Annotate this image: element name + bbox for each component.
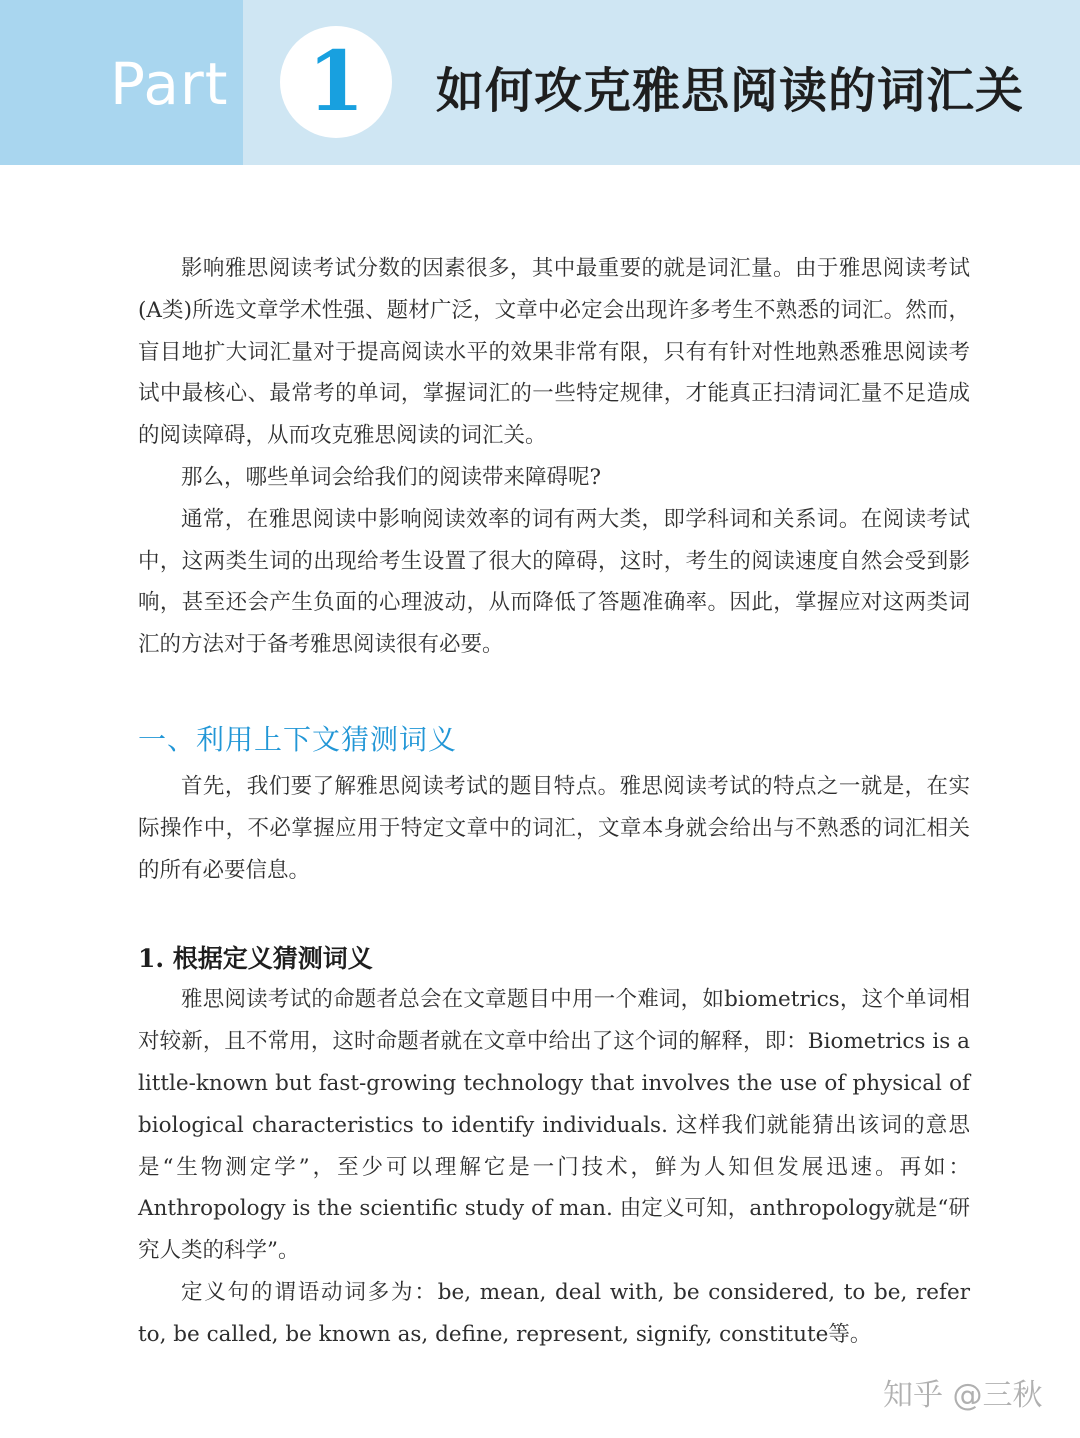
- section-paragraph: 首先，我们要了解雅思阅读考试的题目特点。雅思阅读考试的特点之一就是，在实际操作中，不必掌握应用于特定文章中的词汇，文章本身就会给出与不熟悉的词汇相关的所有必要信息。: [138, 773, 970, 883]
- part-label-box: [0, 0, 243, 165]
- part-number-badge: [280, 26, 392, 138]
- section-heading: 一、利用上下文猜测词义: [138, 722, 458, 756]
- intro-paragraph-1: 影响雅思阅读考试分数的因素很多，其中最重要的就是词汇量。由于雅思阅读考试(A类)所选文章学术性强、题材广泛，文章中必定会出现许多考生不熟悉的词汇。然而，盲目地扩大词汇量对于提高阅读水平的效果非常有限，只有有针对性地熟悉雅思阅读考试中最核心、最常考的单词，掌握词汇的一些特定规律，才能真正扫清词汇量不足造成的阅读障碍，从而攻克雅思阅读的词汇关。: [138, 256, 970, 449]
- watermark: 知乎 @三秋: [883, 1378, 1043, 1413]
- subsection-heading: 1. 根据定义猜测词义: [138, 944, 373, 974]
- subsection-paragraph-2: 定义句的谓语动词多为：be, mean, deal with, be considered, to be, refer to, be called, be known as, define, represent, signify, constitute等。: [138, 1279, 970, 1347]
- page-content: [138, 248, 970, 1356]
- subsection-paragraph-1: 雅思阅读考试的命题者总会在文章题目中用一个难词，如biometrics，这个单词相对较新，且不常用，这时命题者就在文章中给出了这个词的解释，即：Biometrics is a little-known but fast-growing technology that involves the use of physical of biological characteristics to identify individuals. 这样我们就能猜出该词的意思是“生物测定学”，至少可以理解它是一门技术，鲜为人知但发展迅速。再如：Anthropology is the scientific study of man. 由定义可知，anthropology就是“研究人类的科学”。: [138, 987, 970, 1264]
- chapter-header: [0, 0, 1080, 165]
- intro-paragraph-3: 通常，在雅思阅读中影响阅读效率的词有两大类，即学科词和关系词。在阅读考试中，这两类生词的出现给考生设置了很大的障碍，这时，考生的阅读速度自然会受到影响，甚至还会产生负面的心理波动，从而降低了答题准确率。因此，掌握应对这两类词汇的方法对于备考雅思阅读很有必要。: [138, 506, 970, 658]
- intro-paragraph-2: 那么，哪些单词会给我们的阅读带来障碍呢?: [181, 464, 602, 490]
- part-label: Part: [110, 50, 229, 118]
- part-number: 1: [307, 34, 365, 130]
- chapter-title: 如何攻克雅思阅读的词汇关: [436, 63, 1025, 119]
